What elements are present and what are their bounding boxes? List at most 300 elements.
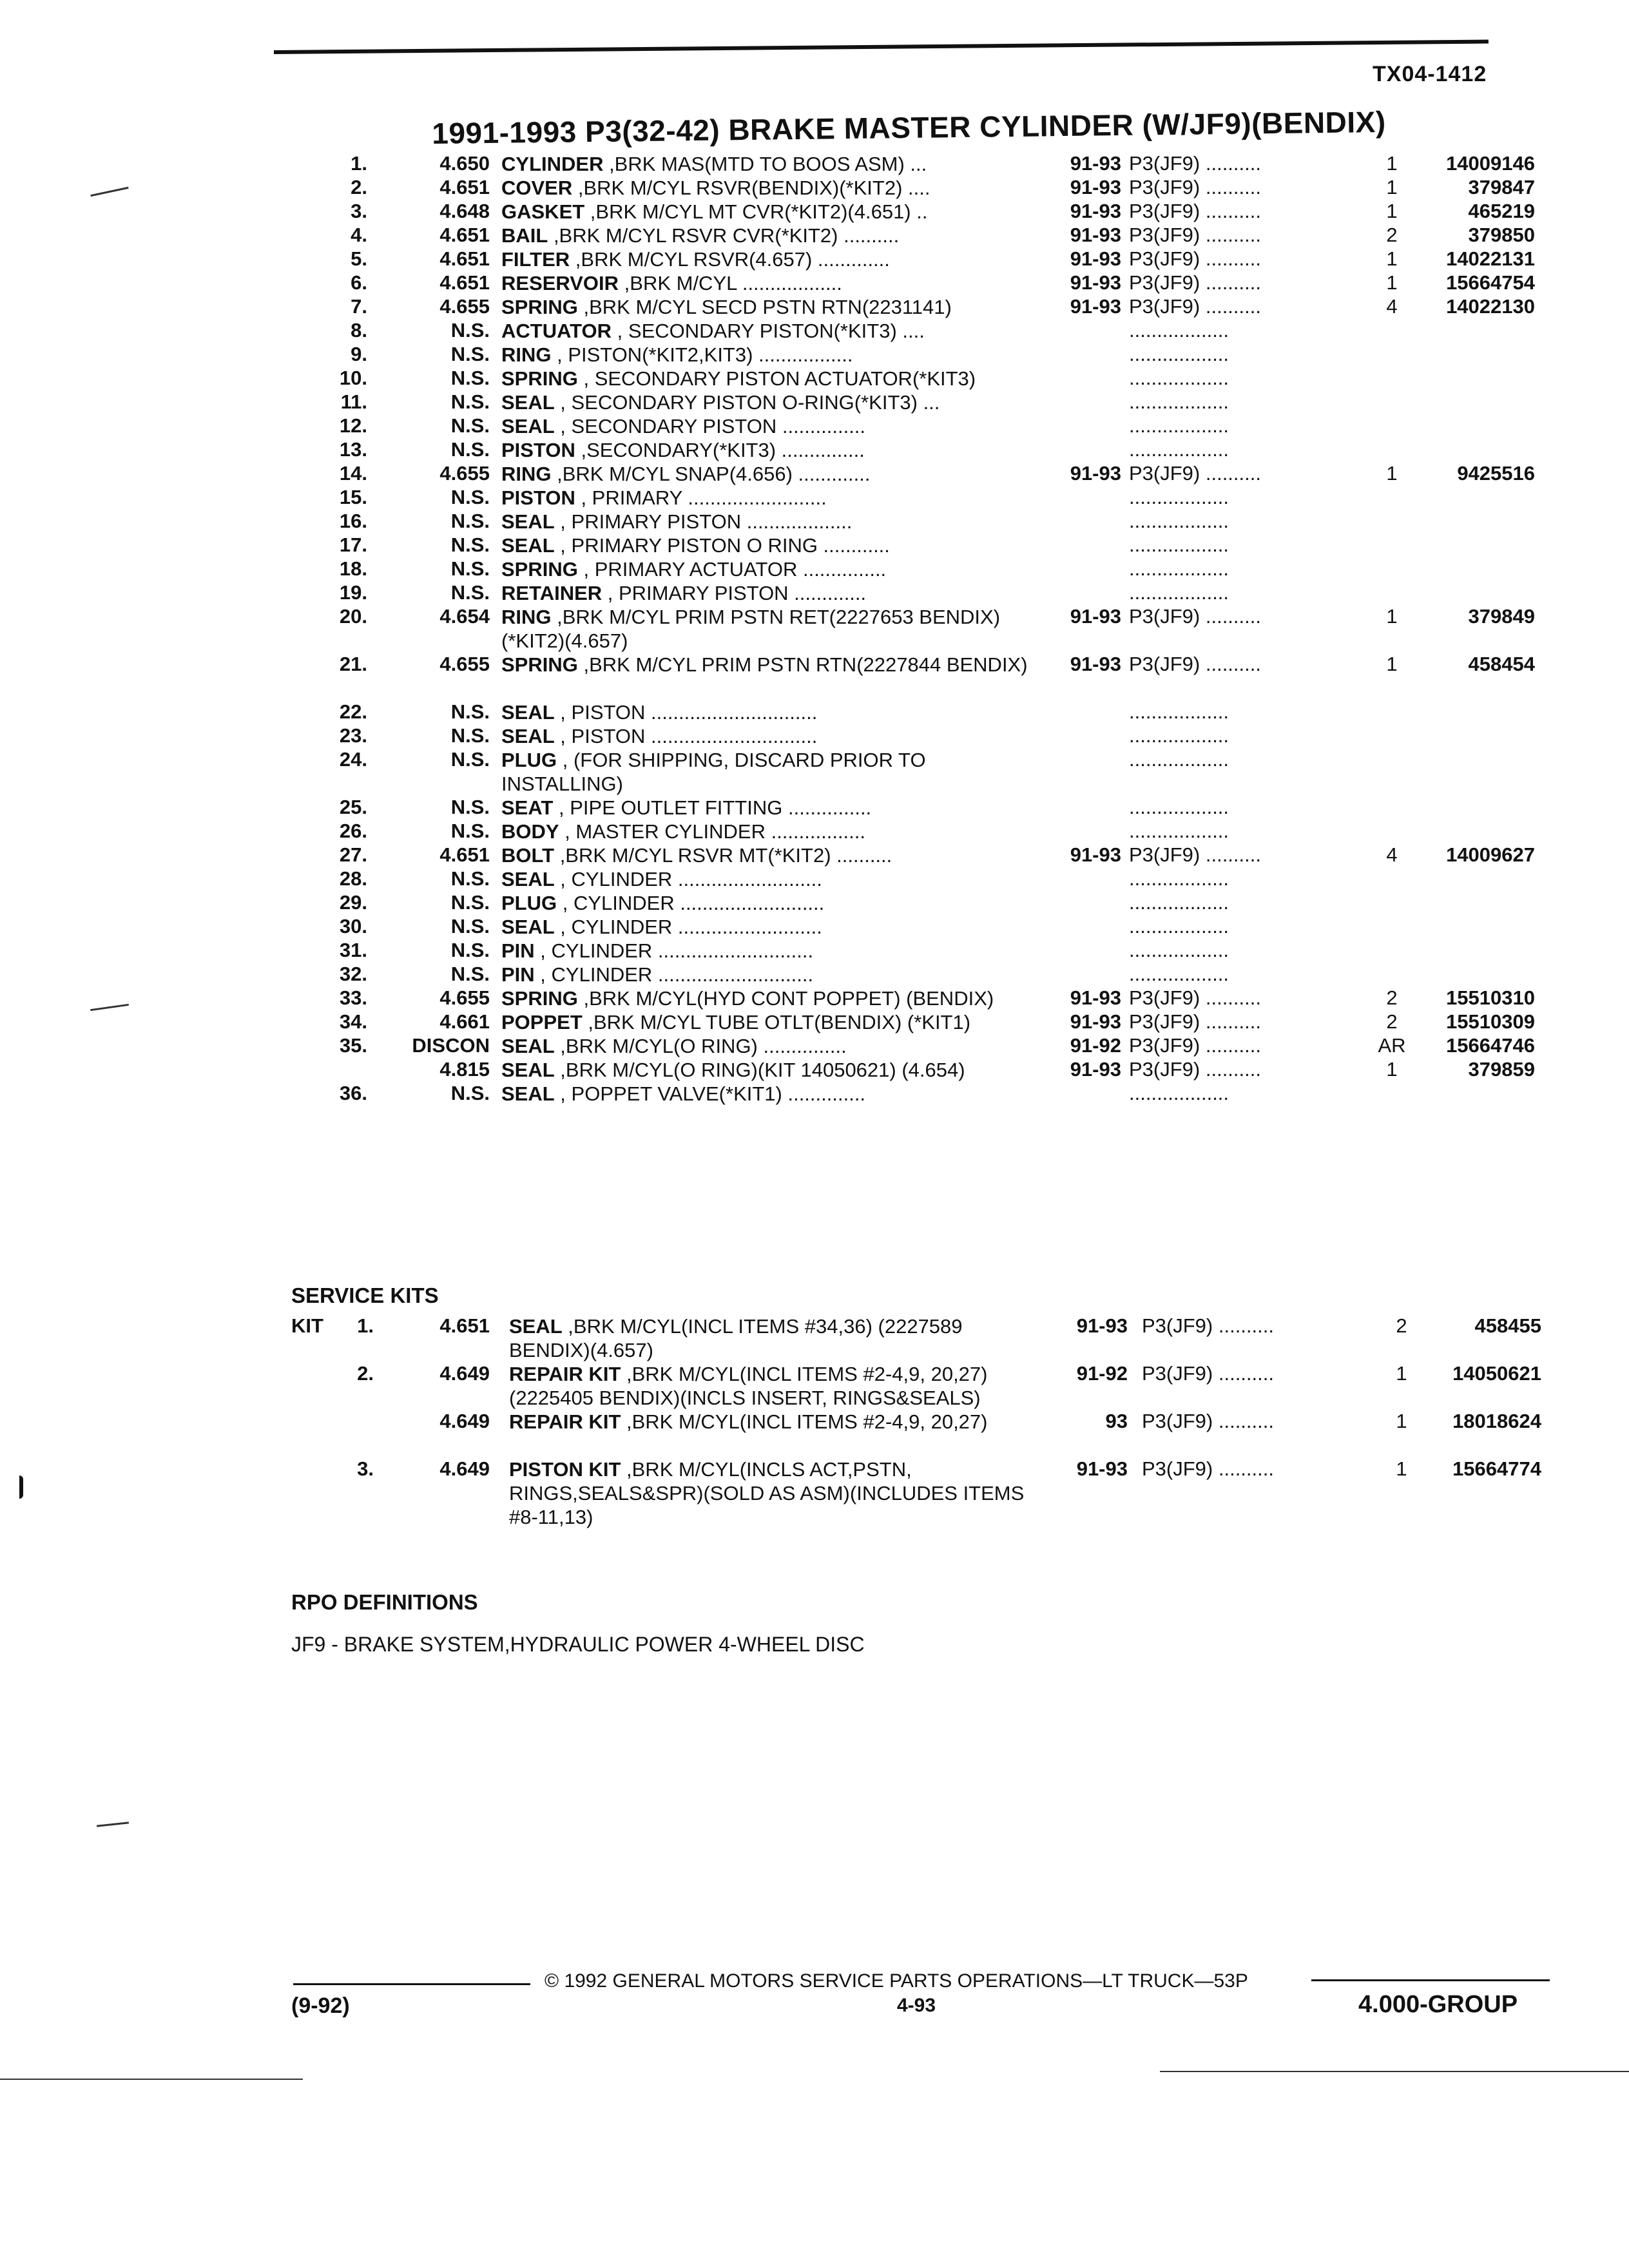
- part-row: [0, 581, 1629, 605]
- binder-mark: [19, 1475, 23, 1499]
- part-detail: ,BRK M/CYL SNAP(4.656) .............: [551, 463, 871, 485]
- part-number: 14009146: [1446, 152, 1535, 175]
- group-number: N.S.: [450, 1082, 490, 1104]
- part-detail: ,BRK M/CYL RSVR CVR(*KIT2) ..........: [548, 224, 900, 247]
- group-number: N.S.: [450, 367, 490, 389]
- part-name: BOLT: [501, 844, 555, 867]
- item-number: 24.: [339, 748, 367, 771]
- item-number: 16.: [339, 510, 367, 532]
- part-row: [0, 1082, 1629, 1106]
- part-detail: ,BRK M/CYL MT CVR(*KIT2)(4.651) ..: [584, 200, 928, 223]
- quantity: 1: [1396, 1410, 1407, 1432]
- part-number: 15664754: [1446, 271, 1535, 294]
- model-code: ..................: [1129, 414, 1229, 437]
- part-detail: , PRIMARY .........................: [575, 486, 827, 509]
- part-detail: , CYLINDER ..........................: [557, 892, 825, 914]
- part-row: [0, 319, 1629, 343]
- model-code: ..................: [1129, 581, 1229, 604]
- quantity: 1: [1386, 605, 1398, 628]
- part-row: [0, 247, 1629, 271]
- model-code: P3(JF9) ..........: [1129, 1034, 1261, 1057]
- item-number: 31.: [339, 939, 367, 961]
- model-years: 91-93: [1070, 843, 1121, 866]
- model-code: ..................: [1129, 748, 1229, 771]
- item-number: 15.: [339, 486, 367, 508]
- part-name: PISTON KIT: [509, 1458, 621, 1481]
- quantity: 1: [1386, 1058, 1398, 1081]
- item-number: 3.: [357, 1457, 374, 1480]
- part-row: [0, 295, 1629, 319]
- item-number: 21.: [339, 653, 367, 675]
- item-number: 33.: [339, 986, 367, 1009]
- model-code: ..................: [1129, 820, 1229, 842]
- item-number: 18.: [339, 557, 367, 580]
- group-number: N.S.: [450, 891, 490, 914]
- part-description: [501, 700, 1030, 724]
- footer-copyright: © 1992 GENERAL MOTORS SERVICE PARTS OPERATIONS—LT TRUCK—53P: [545, 1970, 1248, 1992]
- part-detail: ,BRK M/CYL PRIM PSTN RTN(2227844 BENDIX): [577, 653, 1028, 676]
- group-number: N.S.: [450, 533, 490, 556]
- part-detail: ,BRK M/CYL(INCL ITEMS #2-4,9, 20,27)(2225405 BENDIX)(INCLS INSERT, RINGS&SEALS): [509, 1363, 988, 1409]
- footer-rule-right: [1311, 1979, 1550, 1981]
- part-description: [501, 1010, 1030, 1034]
- group-number: N.S.: [450, 963, 490, 985]
- part-description: [501, 939, 1030, 963]
- model-code: ..................: [1129, 510, 1229, 532]
- model-years: 91-93: [1070, 462, 1121, 485]
- part-description: [501, 796, 1030, 820]
- item-number: 32.: [339, 963, 367, 985]
- part-detail: , POPPET VALVE(*KIT1) ..............: [554, 1082, 866, 1105]
- part-row: [0, 700, 1629, 724]
- model-code: ..................: [1129, 1082, 1229, 1104]
- group-number: N.S.: [450, 414, 490, 437]
- part-number: 15510309: [1446, 1010, 1535, 1033]
- part-name: REPAIR KIT: [509, 1363, 621, 1385]
- group-number: 4.654: [439, 605, 490, 628]
- part-detail: ,BRK M/CYL(INCLS ACT,PSTN, RINGS,SEALS&SPR)(SOLD AS ASM)(INCLUDES ITEMS #8-11,13): [509, 1458, 1025, 1528]
- part-description: [509, 1457, 1037, 1529]
- part-number: 379859: [1468, 1058, 1535, 1081]
- item-number: 6.: [351, 271, 367, 294]
- part-description: [501, 748, 1030, 796]
- group-number: 4.649: [439, 1410, 490, 1432]
- part-detail: , PIPE OUTLET FITTING ...............: [553, 796, 872, 819]
- item-number: 1.: [357, 1314, 374, 1337]
- part-name: RING: [501, 343, 552, 366]
- group-number: N.S.: [450, 438, 490, 461]
- model-years: 91-93: [1070, 653, 1121, 675]
- model-code: ..................: [1129, 724, 1229, 747]
- part-number: 14009627: [1446, 843, 1535, 866]
- model-code: ..................: [1129, 438, 1229, 461]
- model-code: P3(JF9) ..........: [1129, 224, 1261, 246]
- model-code: P3(JF9) ..........: [1129, 295, 1261, 318]
- service-kits-list: [0, 1314, 1629, 1528]
- part-row: [0, 939, 1629, 963]
- part-row: [0, 438, 1629, 462]
- footer-page-number: 4-93: [897, 1995, 936, 2016]
- model-code: P3(JF9) ..........: [1129, 200, 1261, 222]
- item-number: 8.: [351, 319, 367, 341]
- part-detail: , SECONDARY PISTON ...............: [554, 415, 866, 437]
- part-name: SEAL: [501, 534, 555, 557]
- part-detail: , PISTON ..............................: [554, 725, 818, 747]
- item-number: 35.: [339, 1034, 367, 1057]
- part-row: [0, 891, 1629, 915]
- group-number: 4.650: [439, 152, 490, 175]
- group-number: N.S.: [450, 557, 490, 580]
- part-name: BAIL: [501, 224, 548, 247]
- item-number: 22.: [339, 700, 367, 723]
- part-detail: , SECONDARY PISTON O-RING(*KIT3) ...: [554, 391, 940, 414]
- part-row: [0, 605, 1629, 653]
- model-years: 91-92: [1076, 1362, 1128, 1385]
- quantity: 1: [1396, 1457, 1407, 1480]
- part-description: [501, 343, 1030, 367]
- model-years: 91-93: [1070, 605, 1121, 628]
- quantity: 1: [1386, 200, 1398, 222]
- part-detail: , SECONDARY PISTON ACTUATOR(*KIT3): [577, 367, 976, 390]
- part-name: SPRING: [501, 296, 578, 318]
- part-name: SEAL: [501, 1035, 555, 1057]
- item-number: 11.: [340, 390, 367, 413]
- part-number: 14022131: [1446, 247, 1535, 270]
- model-code: P3(JF9) ..........: [1142, 1314, 1274, 1337]
- item-number: 17.: [339, 533, 367, 556]
- part-detail: , CYLINDER ............................: [534, 963, 814, 986]
- model-code: P3(JF9) ..........: [1129, 152, 1261, 175]
- part-description: [501, 319, 1030, 343]
- part-number: 14022130: [1446, 295, 1535, 318]
- model-code: ..................: [1129, 390, 1229, 413]
- margin-mark: [97, 1821, 129, 1827]
- top-rule: [274, 40, 1489, 54]
- item-number: 19.: [339, 581, 367, 604]
- model-years: 91-93: [1070, 224, 1121, 246]
- part-row: [0, 820, 1629, 843]
- item-number: 7.: [351, 295, 367, 318]
- part-description: [501, 414, 1030, 438]
- part-description: [501, 462, 1030, 486]
- model-years: 91-93: [1076, 1457, 1128, 1480]
- model-code: ..................: [1129, 319, 1229, 341]
- part-row: [0, 367, 1629, 390]
- group-number: 4.655: [439, 986, 490, 1009]
- group-number: N.S.: [450, 700, 490, 723]
- part-row: [0, 724, 1629, 748]
- part-detail: ,BRK M/CYL RSVR MT(*KIT2) ..........: [554, 844, 892, 867]
- model-code: ..................: [1129, 533, 1229, 556]
- part-name: SEAL: [501, 391, 555, 414]
- part-description: [501, 176, 1030, 200]
- model-years: 93: [1105, 1410, 1128, 1432]
- part-name: GASKET: [501, 200, 585, 223]
- part-row: [0, 343, 1629, 367]
- part-detail: , PRIMARY PISTON ...................: [554, 510, 853, 533]
- group-number: 4.651: [439, 224, 490, 246]
- part-detail: ,BRK M/CYL TUBE OTLT(BENDIX) (*KIT1): [582, 1011, 971, 1033]
- part-name: SEAL: [501, 701, 555, 724]
- part-row: [0, 1058, 1629, 1082]
- group-number: N.S.: [450, 724, 490, 747]
- part-description: [501, 510, 1030, 533]
- model-code: P3(JF9) ..........: [1129, 1010, 1261, 1033]
- item-number: 9.: [351, 343, 367, 365]
- part-detail: , CYLINDER ..........................: [554, 868, 822, 890]
- bottom-scan-line: [1160, 2071, 1629, 2072]
- group-number: N.S.: [450, 390, 490, 413]
- part-row: [0, 414, 1629, 438]
- part-detail: ,BRK M/CYL(HYD CONT POPPET) (BENDIX): [577, 987, 994, 1010]
- part-number: 9425516: [1457, 462, 1535, 485]
- part-name: ACTUATOR: [501, 320, 612, 342]
- model-code: P3(JF9) ..........: [1129, 843, 1261, 866]
- model-code: P3(JF9) ..........: [1129, 986, 1261, 1009]
- part-detail: , (FOR SHIPPING, DISCARD PRIOR TO INSTALLING): [501, 749, 926, 795]
- item-number: 4.: [351, 224, 367, 246]
- part-name: SEAL: [501, 868, 555, 890]
- group-number: N.S.: [450, 319, 490, 341]
- item-number: 10.: [339, 367, 367, 389]
- footer-rule-left: [293, 1983, 530, 1985]
- part-row: [0, 843, 1629, 867]
- part-row: [0, 915, 1629, 939]
- part-number: 458455: [1474, 1314, 1541, 1337]
- footer-date: (9-92): [291, 1994, 350, 2018]
- part-name: PIN: [501, 939, 535, 962]
- group-number: 4.655: [439, 653, 490, 675]
- quantity: 2: [1386, 986, 1398, 1009]
- part-detail: , MASTER CYLINDER .................: [559, 820, 865, 843]
- part-description: [501, 152, 1030, 176]
- part-description: [501, 1034, 1030, 1058]
- quantity: 4: [1386, 843, 1398, 866]
- model-years: 91-93: [1070, 986, 1121, 1009]
- part-name: SPRING: [501, 558, 578, 581]
- model-code: ..................: [1129, 891, 1229, 914]
- part-row: [0, 510, 1629, 533]
- part-name: SEAL: [501, 1059, 555, 1081]
- part-detail: , SECONDARY PISTON(*KIT3) ....: [612, 320, 925, 342]
- part-detail: , PRIMARY PISTON O RING ............: [554, 534, 890, 557]
- quantity: 2: [1396, 1314, 1407, 1337]
- part-name: FILTER: [501, 248, 570, 271]
- group-number: 4.649: [439, 1457, 490, 1480]
- part-row: [0, 390, 1629, 414]
- model-code: P3(JF9) ..........: [1142, 1410, 1274, 1432]
- group-number: 4.651: [439, 1314, 490, 1337]
- part-row: [0, 1010, 1629, 1034]
- part-row: [0, 224, 1629, 247]
- model-code: ..................: [1129, 796, 1229, 818]
- part-description: [501, 986, 1030, 1010]
- model-code: P3(JF9) ..........: [1129, 653, 1261, 675]
- part-row: [0, 986, 1629, 1010]
- group-number: 4.651: [439, 843, 490, 866]
- part-description: [501, 438, 1030, 462]
- item-number: 23.: [339, 724, 367, 747]
- part-name: PISTON: [501, 439, 575, 461]
- group-number: N.S.: [450, 581, 490, 604]
- item-number: 28.: [339, 867, 367, 890]
- part-detail: ,BRK M/CYL ..................: [619, 272, 842, 294]
- item-number: 12.: [339, 414, 367, 437]
- model-code: P3(JF9) ..........: [1129, 271, 1261, 294]
- rpo-definition: JF9 - BRAKE SYSTEM,HYDRAULIC POWER 4-WHEEL DISC: [291, 1633, 865, 1656]
- part-detail: ,BRK MAS(MTD TO BOOS ASM) ...: [603, 153, 927, 175]
- quantity: 1: [1386, 247, 1398, 270]
- item-number: 3.: [351, 200, 367, 222]
- item-number: 34.: [339, 1010, 367, 1033]
- part-description: [501, 247, 1030, 271]
- quantity: 1: [1386, 152, 1398, 175]
- part-detail: ,BRK M/CYL RSVR(4.657) .............: [570, 248, 890, 271]
- quantity: 1: [1386, 176, 1398, 198]
- model-years: 91-93: [1076, 1314, 1128, 1337]
- part-row: [0, 152, 1629, 176]
- item-number: 2.: [357, 1362, 374, 1385]
- part-number: 379849: [1468, 605, 1535, 628]
- rpo-heading: RPO DEFINITIONS: [291, 1590, 478, 1614]
- group-number: 4.651: [439, 271, 490, 294]
- model-years: 91-93: [1070, 295, 1121, 318]
- part-detail: ,BRK M/CYL SECD PSTN RTN(2231141): [577, 296, 952, 318]
- item-number: 26.: [339, 820, 367, 842]
- model-years: 91-93: [1070, 152, 1121, 175]
- page-title: 1991-1993 P3(32-42) BRAKE MASTER CYLINDER (W/JF9)(BENDIX): [432, 104, 1386, 150]
- service-kits-heading: SERVICE KITS: [291, 1283, 439, 1307]
- part-detail: ,BRK M/CYL(O RING)(KIT 14050621) (4.654): [554, 1059, 965, 1081]
- part-number: 458454: [1468, 653, 1535, 675]
- part-description: [501, 224, 1030, 247]
- group-number: 4.661: [439, 1010, 490, 1033]
- part-description: [501, 295, 1030, 319]
- quantity: AR: [1378, 1034, 1406, 1057]
- quantity: 1: [1386, 271, 1398, 294]
- part-description: [501, 820, 1030, 843]
- part-name: SPRING: [501, 987, 578, 1010]
- model-code: P3(JF9) ..........: [1129, 247, 1261, 270]
- part-detail: ,BRK M/CYL(INCL ITEMS #34,36) (2227589 BENDIX)(4.657): [509, 1315, 963, 1361]
- group-number: N.S.: [450, 796, 490, 818]
- part-description: [501, 843, 1030, 867]
- part-row: [0, 462, 1629, 486]
- part-row: [0, 176, 1629, 200]
- part-row: [0, 653, 1629, 700]
- part-description: [501, 581, 1030, 605]
- kit-label: KIT: [291, 1314, 323, 1337]
- part-number: 15664746: [1446, 1034, 1535, 1057]
- part-name: BODY: [501, 820, 559, 843]
- part-name: PISTON: [501, 486, 575, 509]
- part-name: RETAINER: [501, 582, 602, 604]
- model-code: P3(JF9) ..........: [1129, 462, 1261, 485]
- group-number: 4.815: [439, 1058, 490, 1081]
- quantity: 1: [1386, 653, 1398, 675]
- part-number: 15510310: [1446, 986, 1535, 1009]
- part-name: REPAIR KIT: [509, 1410, 621, 1433]
- part-row: [0, 796, 1629, 820]
- part-name: COVER: [501, 177, 573, 199]
- document-id: TX04-1412: [1373, 62, 1487, 86]
- part-row: [0, 557, 1629, 581]
- part-row: [0, 200, 1629, 224]
- part-description: [501, 557, 1030, 581]
- part-description: [509, 1410, 1037, 1434]
- part-name: SEAL: [501, 1082, 555, 1105]
- quantity: 1: [1396, 1362, 1407, 1385]
- model-code: P3(JF9) ..........: [1129, 1058, 1261, 1081]
- group-number: N.S.: [450, 748, 490, 771]
- part-row: [0, 963, 1629, 986]
- part-name: PLUG: [501, 749, 557, 771]
- bottom-scan-line: [0, 2079, 303, 2080]
- item-number: 36.: [339, 1082, 367, 1104]
- group-number: N.S.: [450, 510, 490, 532]
- part-description: [509, 1362, 1037, 1410]
- quantity: 4: [1386, 295, 1398, 318]
- kit-row: [0, 1410, 1629, 1457]
- part-name: SPRING: [501, 653, 578, 676]
- part-name: SEAL: [501, 510, 555, 533]
- group-number: 4.648: [439, 200, 490, 222]
- group-number: 4.649: [439, 1362, 490, 1385]
- item-number: 30.: [339, 915, 367, 937]
- model-code: ..................: [1129, 915, 1229, 937]
- quantity: 2: [1386, 1010, 1398, 1033]
- part-description: [501, 1058, 1030, 1082]
- model-code: P3(JF9) ..........: [1129, 176, 1261, 198]
- part-name: RING: [501, 463, 552, 485]
- part-name: SEAT: [501, 796, 554, 819]
- model-code: ..................: [1129, 963, 1229, 985]
- group-number: N.S.: [450, 939, 490, 961]
- part-name: SEAL: [501, 415, 555, 437]
- item-number: 5.: [351, 247, 367, 270]
- part-row: [0, 486, 1629, 510]
- part-description: [501, 915, 1030, 939]
- kit-row: [0, 1362, 1629, 1410]
- item-number: 20.: [339, 605, 367, 628]
- model-years: 91-93: [1070, 176, 1121, 198]
- model-code: ..................: [1129, 486, 1229, 508]
- model-code: ..................: [1129, 700, 1229, 723]
- item-number: 13.: [339, 438, 367, 461]
- part-description: [501, 367, 1030, 390]
- part-description: [501, 533, 1030, 557]
- part-name: SEAL: [501, 916, 555, 938]
- item-number: 25.: [339, 796, 367, 818]
- parts-list: [0, 152, 1629, 1106]
- quantity: 1: [1386, 462, 1398, 485]
- part-row: [0, 867, 1629, 891]
- part-number: 14050621: [1452, 1362, 1541, 1385]
- group-number: 4.655: [439, 462, 490, 485]
- item-number: 27.: [339, 843, 367, 866]
- kit-row: [0, 1457, 1629, 1528]
- part-detail: ,BRK M/CYL(O RING) ...............: [554, 1035, 847, 1057]
- part-description: [501, 486, 1030, 510]
- part-detail: ,SECONDARY(*KIT3) ...............: [575, 439, 865, 461]
- group-number: 4.655: [439, 295, 490, 318]
- part-description: [509, 1314, 1037, 1362]
- model-years: 91-93: [1070, 271, 1121, 294]
- part-name: SEAL: [509, 1315, 563, 1338]
- item-number: 2.: [351, 176, 367, 198]
- item-number: 1.: [351, 152, 367, 175]
- group-number: N.S.: [450, 867, 490, 890]
